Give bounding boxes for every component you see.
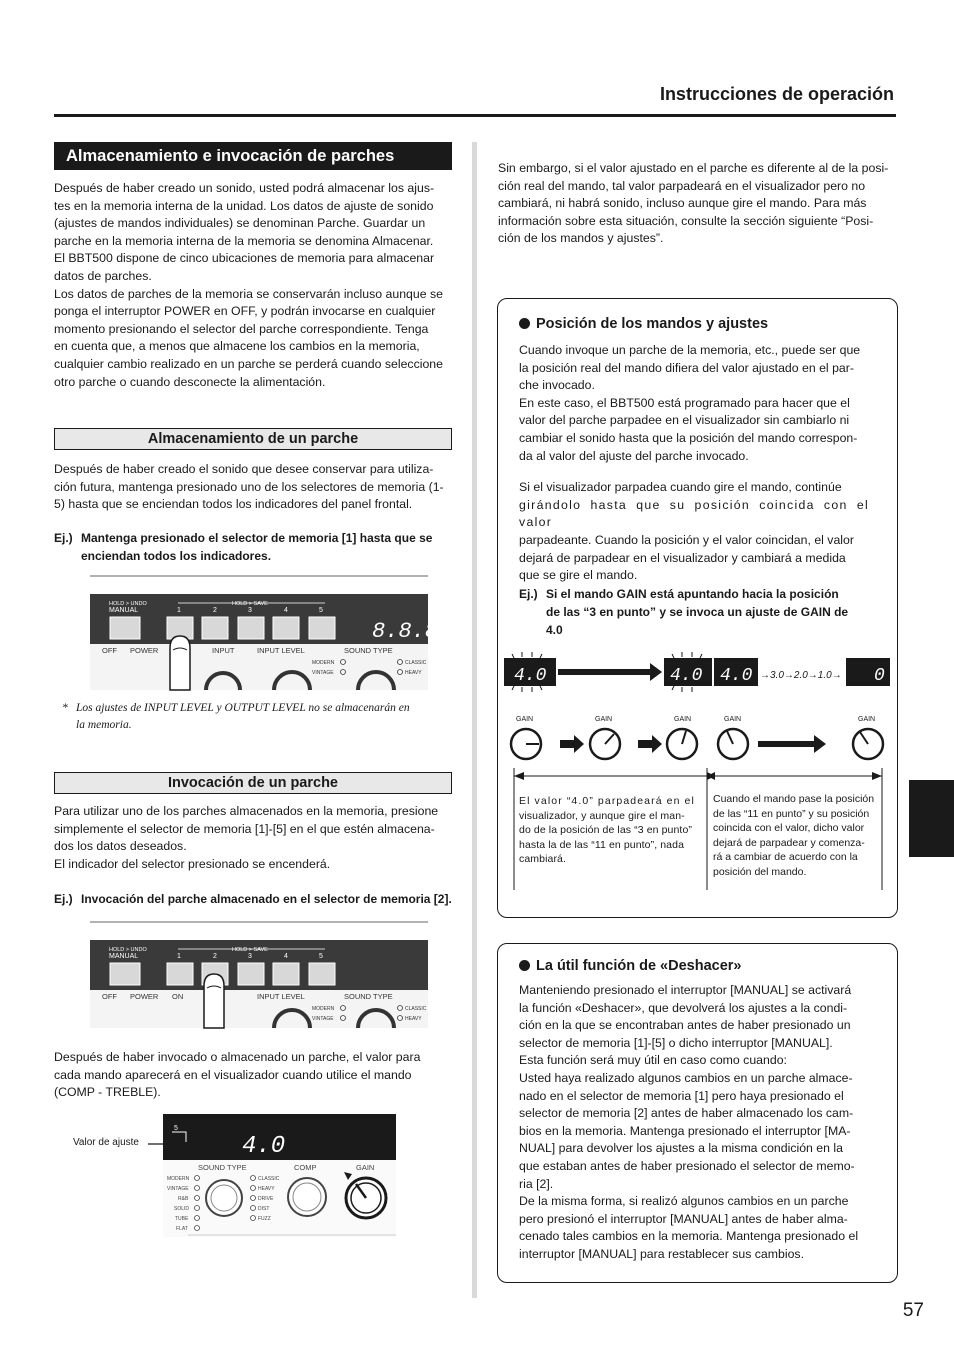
caption-line: cambiará. <box>519 853 567 866</box>
type-label: CLASSIC <box>405 1006 427 1012</box>
intro-line: (ajustes de mandos individuales) se denominan Parche. Guardar un <box>54 216 426 231</box>
text-line: ción de los mandos y ajustes”. <box>498 231 664 246</box>
text-line: selector de memoria [2] antes de haber almacenado los cam- <box>519 1106 854 1121</box>
box-title-text: La útil función de «Deshacer» <box>536 958 742 974</box>
type-label: TUBE <box>175 1216 189 1222</box>
memory-button-5[interactable] <box>309 617 335 639</box>
section-title: Almacenamiento e invocación de parches <box>54 142 452 170</box>
slot-number: 3 <box>248 607 252 614</box>
gain-label: GAIN <box>516 716 534 723</box>
text-line: 5) hasta que se enciendan todos los indicadores del panel frontal. <box>54 497 413 512</box>
text-line: dejará de parpadear en el visualizador y cambiará a medida <box>519 550 846 565</box>
text-line: Después de haber creado el sonido que desee conservar para utiliza- <box>54 462 434 476</box>
type-label: VINTAGE <box>167 1186 189 1192</box>
intro-line: momento presionando el selector del parche correspondiente. Tenga <box>54 321 429 336</box>
power-label: POWER <box>130 992 159 1001</box>
panel-illustration-display <box>148 1112 398 1237</box>
text-line: ción real del mando, tal valor parpadeará en el visualizador pero no <box>498 178 866 193</box>
text-line: ción futura, mantenga presionado uno de los selectores de memoria (1- <box>54 479 444 494</box>
arrow-icon <box>560 735 584 753</box>
type-label: MODERN <box>167 1176 190 1182</box>
manual-button[interactable] <box>110 617 140 639</box>
running-header: Instrucciones de operación <box>659 84 894 104</box>
display-value: 4.0 <box>514 666 547 686</box>
type-label: FUZZ <box>258 1216 271 1222</box>
caption-line: hasta la de las “11 en punto”, nada <box>519 838 685 851</box>
intro-line: en cuenta que, a menos que almacene los cambios en la memoria, <box>54 339 420 354</box>
intro-line: ponga el interruptor POWER en OFF, y podrán invocarse en cualquier <box>54 304 436 319</box>
display-value: 0 <box>874 666 885 686</box>
bullet-icon <box>519 318 530 329</box>
caption-line: dejará de parpadear y comenza- <box>713 836 865 849</box>
text-line: Para utilizar uno de los parches almacenados en la memoria, presione <box>54 804 439 818</box>
note-line: Los ajustes de INPUT LEVEL y OUTPUT LEVEL no se almacenarán en <box>76 702 410 714</box>
text-line: Sin embargo, si el valor ajustado en el parche es diferente al de la posi- <box>498 161 889 175</box>
text-line: El indicador del selector presionado se encenderá. <box>54 856 331 871</box>
manual-button[interactable] <box>110 963 140 985</box>
text-line: cada mando aparecerá en el visualizador cuando utilice el mando <box>54 1067 412 1082</box>
text-line: ria [2]. <box>519 1176 554 1191</box>
column-divider <box>472 142 477 1298</box>
memory-button-4[interactable] <box>273 963 299 985</box>
gain-label: GAIN <box>595 716 613 723</box>
intro-line: Después de haber creado un sonido, usted podrá almacenar los ajus- <box>54 181 435 195</box>
text-line: ción en la que se encontraban antes de haber presionado un <box>519 1018 851 1033</box>
gain-label: GAIN <box>356 1163 375 1172</box>
slot-number: 1 <box>177 607 181 614</box>
input-level-label: INPUT LEVEL <box>257 646 305 655</box>
caption-line: do de la posición de las “3 en punto” <box>519 824 692 837</box>
power-label: POWER <box>130 646 159 655</box>
caption-line: posición del mando. <box>713 865 807 878</box>
box-title-text: Posición de los mandos y ajustes <box>536 316 769 332</box>
intro-line: cualquier cambio realizado en un parche se perderá cuando seleccione <box>54 356 443 371</box>
text-line: parpadeante. Cuando la posición y el valor coincidan, el valor <box>519 532 854 547</box>
text-line: que se gire el mando. <box>519 568 638 583</box>
type-label: HEAVY <box>405 1016 422 1022</box>
recall-subtitle: Invocación de un parche <box>54 772 452 794</box>
value-label: Valor de ajuste <box>73 1137 139 1148</box>
sound-type-label: SOUND TYPE <box>198 1163 247 1172</box>
store-example <box>54 529 452 565</box>
display-value: 4.0 <box>670 666 703 686</box>
type-label: R&B <box>178 1196 189 1202</box>
comp-label: COMP <box>294 1163 317 1172</box>
note-line: la memoria. <box>76 719 132 731</box>
page-number: 57 <box>902 1300 924 1321</box>
text-line: NUAL] para devolver los ajustes a la misma condición en la <box>519 1141 843 1156</box>
slot-number: 2 <box>213 953 217 960</box>
text-line: girándolo hasta que su posición coincida con el valor <box>519 497 869 530</box>
intro-line: otro parche o cuando desconecte la alimentación. <box>54 374 326 389</box>
led-display: 8.8.8. <box>372 619 452 644</box>
text-line: la posición real del mando difiera del valor ajustado en el par- <box>519 360 854 375</box>
recall-example <box>54 890 464 908</box>
slot-number: 3 <box>248 953 252 960</box>
type-label: HEAVY <box>405 670 422 676</box>
text-line: Después de haber invocado o almacenado un parche, el valor para <box>54 1050 421 1064</box>
arrow-icon <box>650 663 662 681</box>
arrow-icon <box>638 735 662 753</box>
gain-label: GAIN <box>858 716 876 723</box>
example-line: Invocación del parche almacenado en el selector de memoria [2]. <box>81 892 452 906</box>
caption-line: de las “11 en punto” y su posición <box>713 807 870 820</box>
text-line: simplemente el selector de memoria [1]-[5] en el que estén almacena- <box>54 821 435 836</box>
value-sequence: →3.0→2.0→1.0→ <box>760 670 842 681</box>
text-line: De la misma forma, si realizó algunos cambios en un parche <box>519 1194 849 1209</box>
finger-icon <box>204 974 224 1028</box>
text-line: Cuando invoque un parche de la memoria, etc., puede ser que <box>519 343 861 357</box>
display-value: 4.0 <box>720 666 753 686</box>
manual-label: MANUAL <box>109 607 139 614</box>
slot-number: 5 <box>319 607 323 614</box>
on-label: ON <box>172 992 184 1001</box>
example-line: Mantenga presionado el selector de memoria [1] hasta que se <box>81 531 433 545</box>
text-line: información sobre esta situación, consulte la sección siguiente “Posi- <box>498 213 874 228</box>
type-label: VINTAGE <box>312 670 334 676</box>
box1-example <box>519 585 871 639</box>
intro-text <box>54 180 452 391</box>
type-label: CLASSIC <box>258 1176 280 1182</box>
slot-number: 1 <box>177 953 181 960</box>
input-label: INPUT <box>212 646 235 655</box>
type-label: MODERN <box>312 1006 335 1012</box>
box1-text <box>519 342 869 585</box>
slot-number: 5 <box>319 953 323 960</box>
header-rule <box>54 114 896 117</box>
text-line: dos los datos deseados. <box>54 839 187 854</box>
example-label: Ej.) <box>54 531 73 545</box>
arrow-icon <box>814 735 826 753</box>
hold-undo-label: HOLD > UNDO <box>109 601 147 607</box>
text-line: valor del parche parpadee en el visualizador sin cambiarlo ni <box>519 413 850 428</box>
text-line: En este caso, el BBT500 está programado para hacer que el <box>519 395 850 410</box>
type-label: CLASSIC <box>405 660 427 666</box>
gain-label: GAIN <box>674 716 692 723</box>
caption-line: Cuando el mando pase la posición <box>713 793 875 805</box>
caption-line: El valor “4.0” parpadeará en el <box>519 795 695 807</box>
caption-right <box>713 792 879 880</box>
memory-button-4[interactable] <box>273 617 299 639</box>
text-line: cambiará, ni habrá sonido, incluso aunque gire el mando. Para más <box>498 196 867 211</box>
example-line: Si el mando GAIN está apuntando hacia la posición <box>546 587 839 601</box>
text-line: pero presionó el interruptor [MANUAL] antes de haber alma- <box>519 1211 848 1226</box>
text-line: Usted haya realizado algunos cambios en un parche almace- <box>519 1070 853 1085</box>
input-level-label: INPUT LEVEL <box>257 992 305 1001</box>
memory-button-1[interactable] <box>167 963 193 985</box>
chapter-tab <box>909 780 954 857</box>
text-line: la función «Deshacer», que devolverá los ajustes a la condi- <box>519 1000 848 1015</box>
example-line: de las “3 en punto” y se invoca un ajuste de GAIN de <box>546 605 849 619</box>
text-line: (COMP - TREBLE). <box>54 1085 161 1100</box>
gain-label: GAIN <box>724 716 742 723</box>
off-label: OFF <box>102 992 117 1001</box>
intro-line: datos de parches. <box>54 268 152 283</box>
type-label: FLAT <box>176 1226 188 1232</box>
panel-illustration-recall <box>90 920 430 1028</box>
display-sequence <box>502 652 894 692</box>
box-title <box>519 958 741 974</box>
text-line: Esta función será muy útil en caso como cuando: <box>519 1053 787 1068</box>
slot-number: 2 <box>213 607 217 614</box>
intro-line: El BBT500 dispone de cinco ubicaciones de memoria para almacenar <box>54 251 435 266</box>
text-line: da al valor del ajuste del parche invocado. <box>519 448 749 463</box>
note-star: * <box>62 702 68 714</box>
type-label: DIST <box>258 1206 270 1212</box>
slot-number: 4 <box>284 953 288 960</box>
store-note <box>62 700 454 734</box>
slot-number: 5 <box>174 1125 178 1132</box>
store-subtitle: Almacenamiento de un parche <box>54 428 452 450</box>
text-line: che invocado. <box>519 378 595 393</box>
text-line: cambiar el sonido hasta que la posición del mando correspon- <box>519 430 858 445</box>
intro-line: tes en la memoria interna de la unidad. Los datos de ajuste de sonido <box>54 198 434 213</box>
recall-after-text <box>54 1049 452 1102</box>
slot-number: 4 <box>284 607 288 614</box>
bullet-icon <box>519 960 530 971</box>
off-label: OFF <box>102 646 117 655</box>
text-line: Si el visualizador parpadea cuando gire el mando, continúe <box>519 480 842 495</box>
text-line: Manteniendo presionado el interruptor [MANUAL] se activará <box>519 983 852 997</box>
memory-button-5[interactable] <box>309 963 335 985</box>
text-line: interruptor [MANUAL] para restablecer sus cambios. <box>519 1246 804 1261</box>
intro-line: parche en la memoria interna de la memoria se denomina Almacenar. <box>54 233 434 248</box>
panel-illustration-store <box>90 574 452 690</box>
type-label: VINTAGE <box>312 1016 334 1022</box>
right-intro-text <box>498 160 896 248</box>
type-label: MODERN <box>312 660 335 666</box>
caption-line: coincida con el valor, dicho valor <box>713 822 865 835</box>
sound-type-label: SOUND TYPE <box>344 992 393 1001</box>
hold-save-label: HOLD > SAVE <box>232 947 268 953</box>
text-line: nado en el selector de memoria [1] pero haya presionado el <box>519 1088 844 1103</box>
caption-line: visualizador, y aunque gire el man- <box>519 809 685 822</box>
recall-text <box>54 803 452 873</box>
manual-label: MANUAL <box>109 953 139 960</box>
sound-type-label: SOUND TYPE <box>344 646 393 655</box>
type-label: DRIVE <box>258 1196 274 1202</box>
example-line: enciendan todos los indicadores. <box>81 549 272 563</box>
example-line: 4.0 <box>546 623 563 637</box>
text-line: que estaban antes de haber presionado el selector de memo- <box>519 1158 855 1173</box>
example-label: Ej.) <box>54 892 73 906</box>
type-label: HEAVY <box>258 1186 275 1192</box>
led-display: 4.0 <box>242 1133 286 1160</box>
text-line: bios en la memoria. Mantenga presionado el interruptor [MA- <box>519 1123 851 1138</box>
memory-button-2[interactable] <box>202 617 228 639</box>
hold-undo-label: HOLD > UNDO <box>109 947 147 953</box>
type-label: SOLID <box>174 1206 190 1212</box>
memory-button-3[interactable] <box>238 963 264 985</box>
caption-left <box>519 794 696 867</box>
text-line: cenado tales cambios en la memoria. Mantenga presionado el <box>519 1229 859 1244</box>
finger-icon <box>170 636 190 690</box>
box2-text <box>519 982 869 1264</box>
store-text <box>54 461 452 514</box>
comp-knob[interactable] <box>288 1178 326 1216</box>
hold-save-label: HOLD > SAVE <box>232 601 268 607</box>
memory-button-3[interactable] <box>238 617 264 639</box>
box-title <box>519 316 768 332</box>
intro-line: Los datos de parches de la memoria se conservarán incluso aunque se <box>54 286 443 301</box>
example-label: Ej.) <box>519 587 538 601</box>
text-line: selector de memoria [1]-[5] o dicho interruptor [MANUAL]. <box>519 1035 833 1050</box>
caption-line: rá a cambiar de acuerdo con la <box>713 851 858 864</box>
